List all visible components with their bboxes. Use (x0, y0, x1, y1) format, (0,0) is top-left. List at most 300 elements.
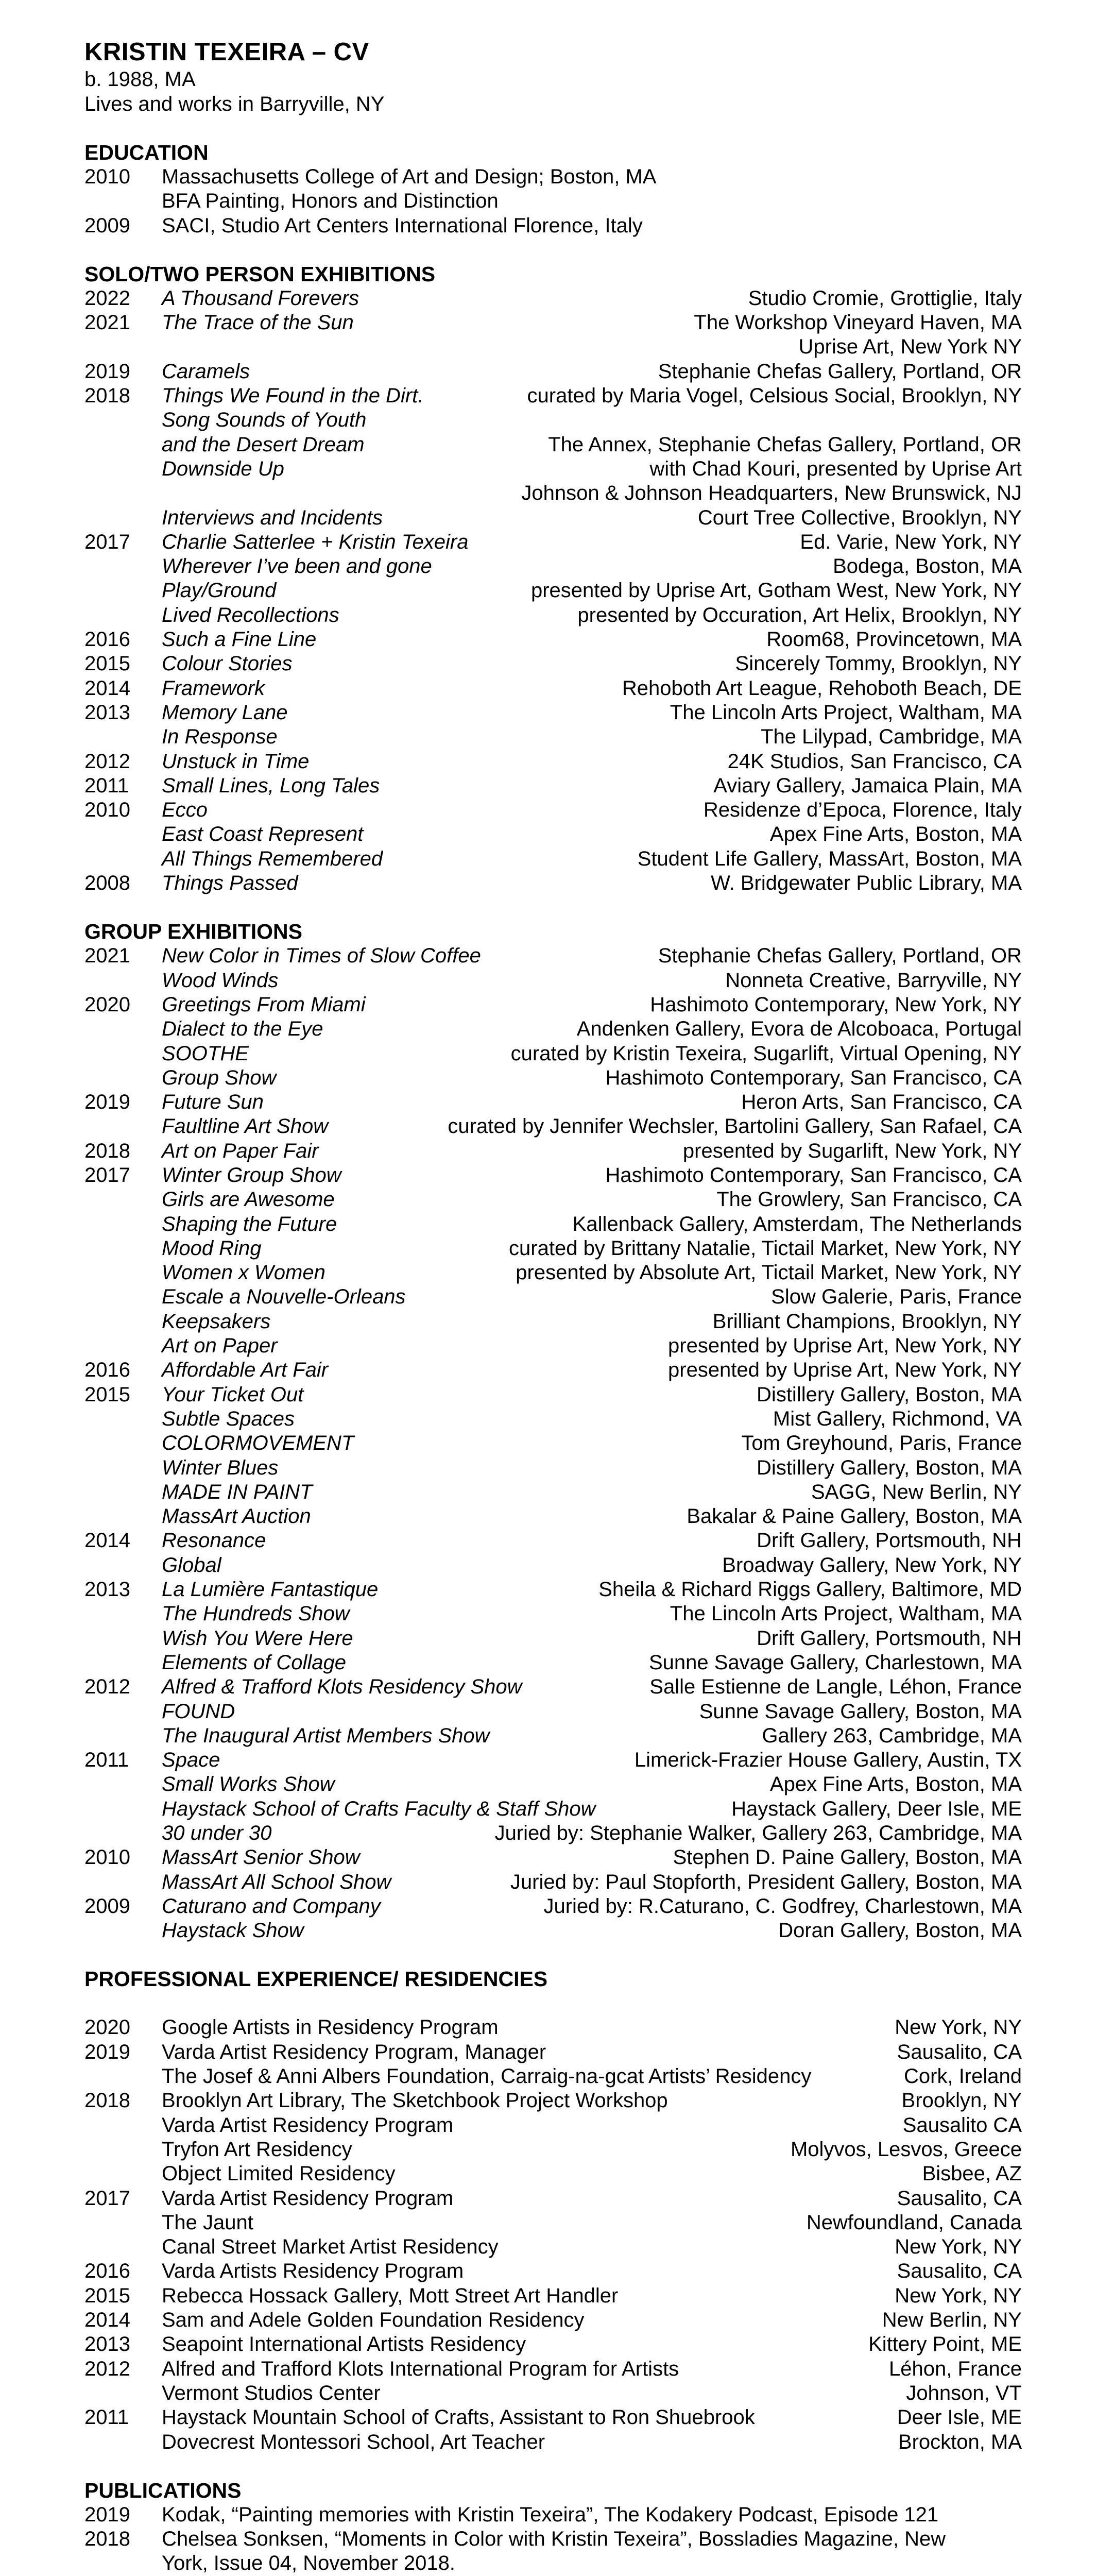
exhibition-venue: Gallery 263, Cambridge, MA (762, 1724, 1022, 1747)
exhibition-year: 2012 (84, 750, 130, 773)
exhibition-title: Ecco (162, 799, 208, 822)
residency-title: Seapoint International Artists Residency (162, 2333, 526, 2356)
exhibition-year: 2016 (84, 628, 130, 651)
group-exhibition-row (84, 1310, 1022, 1334)
exhibition-year (84, 579, 162, 603)
exhibition-venue: Salle Estienne de Langle, Léhon, France (649, 1675, 1022, 1699)
exhibition-venue: Bakalar & Paine Gallery, Boston, MA (687, 1505, 1022, 1528)
exhibition-venue: Ed. Varie, New York, NY (800, 530, 1022, 553)
exhibition-venue: Stephanie Chefas Gallery, Portland, OR (658, 360, 1022, 383)
group-exhibition-row (84, 1236, 1022, 1261)
exhibition-year (84, 1821, 162, 1845)
exhibition-title: 30 under 30 (162, 1822, 272, 1844)
residency-row (84, 2162, 1022, 2186)
group-exhibition-row (84, 1626, 1022, 1651)
exhibition-venue: presented by Uprise Art, Gotham West, New York, NY (530, 579, 1022, 602)
residency-year: 2019 (84, 2040, 130, 2063)
exhibition-venue: W. Bridgewater Public Library, MA (711, 872, 1022, 895)
exhibition-title: The Trace of the Sun (162, 311, 354, 334)
group-exhibition-row (84, 1017, 1022, 1041)
exhibition-title: Haystack Show (162, 1919, 304, 1942)
solo-exhibition-row (84, 750, 1022, 774)
exhibition-year: 2010 (84, 1846, 130, 1869)
exhibition-title: The Hundreds Show (162, 1602, 350, 1625)
residency-year: 2015 (84, 2284, 130, 2307)
residency-row (84, 2211, 1022, 2235)
exhibition-title: Haystack School of Crafts Faculty & Staff Show (162, 1797, 596, 1820)
solo-exhibition-row (84, 871, 1022, 895)
education-list (84, 165, 1022, 238)
exhibition-venue: curated by Maria Vogel, Celsious Social, Brooklyn, NY (527, 384, 1022, 408)
publications-heading: PUBLICATIONS (84, 2478, 242, 2502)
group-exhibition-row (84, 1553, 1022, 1578)
exhibition-year: 2014 (84, 1529, 130, 1552)
exhibition-title: Unstuck in Time (162, 750, 310, 773)
residency-title: Haystack Mountain School of Crafts, Assistant to Ron Shuebrook (162, 2406, 755, 2429)
group-exhibition-row (84, 944, 1022, 968)
solo-exhibition-row (84, 360, 1022, 384)
residency-row (84, 2405, 1022, 2430)
exhibition-title: Wherever I’ve been and gone (162, 555, 432, 578)
exhibition-venue: The Lincoln Arts Project, Waltham, MA (670, 1602, 1022, 1625)
education-text: SACI, Studio Art Centers International Florence, Italy (162, 214, 643, 237)
residency-title: Rebecca Hossack Gallery, Mott Street Art Handler (162, 2284, 619, 2307)
solo-exhibition-row (84, 408, 1022, 432)
exhibition-venue: curated by Jennifer Wechsler, Bartolini Gallery, San Rafael, CA (448, 1115, 1022, 1138)
solo-exhibition-row (84, 774, 1022, 798)
group-exhibition-row (84, 1529, 1022, 1553)
exhibition-title: In Response (162, 725, 278, 749)
exhibition-venue: Residenze d’Epoca, Florence, Italy (703, 799, 1022, 822)
residency-place: Sausalito, CA (897, 2187, 1022, 2210)
exhibition-title: Future Sun (162, 1091, 264, 1114)
publication-item (84, 2527, 1022, 2576)
exhibition-year (84, 1456, 162, 1480)
exhibition-venue: Juried by: Paul Stopforth, President Gallery, Boston, MA (510, 1870, 1022, 1893)
exhibition-year (84, 1553, 162, 1578)
education-row (84, 189, 1022, 213)
solo-exhibition-row (84, 652, 1022, 676)
group-exhibition-row (84, 1797, 1022, 1821)
exhibition-venue: Nonneta Creative, Barryville, NY (725, 969, 1022, 992)
exhibition-title: Things Passed (162, 872, 298, 895)
exhibition-title: MassArt All School Show (162, 1870, 391, 1893)
solo-exhibition-row (84, 822, 1022, 846)
group-exhibition-row (84, 1042, 1022, 1066)
exhibition-title: Wood Winds (162, 969, 279, 992)
exhibition-venue: Slow Galerie, Paris, France (771, 1285, 1022, 1309)
publication-text (162, 2503, 1022, 2527)
exhibition-title: Space (162, 1749, 220, 1772)
residency-year: 2020 (84, 2016, 130, 2039)
exhibition-year: 2019 (84, 1091, 130, 1114)
exhibition-title: Charlie Satterlee + Kristin Texeira (162, 530, 469, 553)
exhibition-title: Interviews and Incidents (162, 506, 383, 529)
exhibition-year (84, 1602, 162, 1626)
exhibition-venue: presented by Absolute Art, Tictail Market, New York, NY (516, 1261, 1022, 1284)
residency-title: Varda Artist Residency Program (162, 2113, 454, 2137)
exhibition-title: MassArt Senior Show (162, 1846, 360, 1869)
residency-place: New York, NY (895, 2284, 1022, 2307)
exhibition-venue: curated by Kristin Texeira, Sugarlift, Virtual Opening, NY (510, 1042, 1022, 1065)
residency-year: 2018 (84, 2089, 130, 2112)
exhibition-venue: Aviary Gallery, Jamaica Plain, MA (713, 774, 1022, 797)
solo-exhibition-row (84, 433, 1022, 457)
solo-exhibition-row (84, 725, 1022, 749)
professional-heading: PROFESSIONAL EXPERIENCE/ RESIDENCIES (84, 1967, 548, 1991)
exhibition-year (84, 725, 162, 749)
exhibition-year (84, 1114, 162, 1139)
exhibition-title: MADE IN PAINT (162, 1480, 313, 1503)
exhibition-title: All Things Remembered (162, 847, 383, 870)
group-exhibition-row (84, 1383, 1022, 1407)
residency-place: Léhon, France (889, 2357, 1022, 2380)
group-exhibition-row (84, 1334, 1022, 1358)
residency-title: Alfred and Trafford Klots International Program for Artists (162, 2357, 679, 2380)
residency-row (84, 2235, 1022, 2259)
exhibition-year: 2021 (84, 311, 130, 334)
exhibition-title: Such a Fine Line (162, 628, 317, 651)
residency-place: Brockton, MA (898, 2430, 1022, 2453)
exhibition-venue: presented by Sugarlift, New York, NY (682, 1139, 1022, 1162)
group-exhibition-row (84, 969, 1022, 993)
exhibition-year: 2010 (84, 799, 130, 822)
exhibition-title: MassArt Auction (162, 1505, 311, 1528)
solo-exhibition-row (84, 457, 1022, 481)
residency-year: 2016 (84, 2260, 130, 2283)
exhibition-title: Small Works Show (162, 1773, 335, 1796)
exhibition-title: Resonance (162, 1529, 266, 1552)
education-year: 2009 (84, 214, 130, 237)
residency-year: 2014 (84, 2309, 130, 2332)
exhibition-year (84, 554, 162, 579)
residency-row (84, 2430, 1022, 2454)
exhibition-year (84, 1188, 162, 1212)
exhibition-year (84, 1310, 162, 1334)
residency-title: Canal Street Market Artist Residency (162, 2235, 499, 2259)
exhibition-venue: Brilliant Champions, Brooklyn, NY (712, 1310, 1022, 1333)
residency-title: The Josef & Anni Albers Foundation, Carraig-na-gcat Artists’ Residency (162, 2065, 812, 2088)
publication-year: 2018 (84, 2528, 130, 2551)
professional-list (84, 2015, 1022, 2454)
exhibition-year (84, 969, 162, 993)
residency-row (84, 2187, 1022, 2211)
birth-info: b. 1988, MA (84, 68, 196, 91)
exhibition-venue: 24K Studios, San Francisco, CA (727, 750, 1022, 773)
residency-place: New York, NY (895, 2235, 1022, 2259)
residency-row (84, 2089, 1022, 2113)
group-exhibition-row (84, 1724, 1022, 1748)
residency-place: Sausalito, CA (897, 2260, 1022, 2283)
exhibition-venue: Stephanie Chefas Gallery, Portland, OR (658, 944, 1022, 968)
residency-title: Object Limited Residency (162, 2162, 396, 2185)
exhibition-title: Caramels (162, 360, 250, 383)
group-exhibition-row (84, 1163, 1022, 1188)
residency-year (84, 2211, 162, 2235)
residency-title: Sam and Adele Golden Foundation Residency (162, 2309, 585, 2332)
cv-page (84, 37, 1022, 2576)
residency-title: Brooklyn Art Library, The Sketchbook Project Workshop (162, 2089, 668, 2112)
exhibition-year: 2016 (84, 1359, 130, 1382)
exhibition-title: Mood Ring (162, 1236, 262, 1260)
residency-place: New Berlin, NY (882, 2309, 1022, 2332)
publication-year: 2019 (84, 2503, 130, 2526)
exhibition-year: 2009 (84, 1894, 130, 1918)
residency-year (84, 2430, 162, 2454)
exhibition-venue: Apex Fine Arts, Boston, MA (769, 1773, 1022, 1796)
exhibition-title: The Inaugural Artist Members Show (162, 1724, 490, 1747)
exhibition-year: 2013 (84, 701, 130, 724)
group-exhibition-row (84, 1821, 1022, 1845)
residency-row (84, 2357, 1022, 2381)
group-exhibition-row (84, 1919, 1022, 1943)
solo-exhibition-row (84, 506, 1022, 530)
group-exhibition-row (84, 1285, 1022, 1309)
exhibition-year (84, 1504, 162, 1529)
group-exhibition-row (84, 1894, 1022, 1919)
exhibition-title: SOOTHE (162, 1042, 249, 1065)
exhibition-year (84, 1651, 162, 1675)
exhibition-venue: The Workshop Vineyard Haven, MA (694, 311, 1022, 334)
exhibition-venue: Johnson & Johnson Headquarters, New Brunswick, NJ (521, 482, 1022, 505)
exhibition-year (84, 1212, 162, 1236)
exhibition-year (84, 1626, 162, 1651)
exhibition-venue: presented by Occuration, Art Helix, Brooklyn, NY (577, 603, 1022, 626)
exhibition-year (84, 481, 162, 505)
exhibition-year (84, 1797, 162, 1821)
exhibition-venue: Student Life Gallery, MassArt, Boston, MA (637, 847, 1022, 870)
exhibition-title: Winter Blues (162, 1456, 279, 1479)
exhibition-venue: Kallenback Gallery, Amsterdam, The Netherlands (572, 1212, 1022, 1235)
exhibition-title: Escale a Nouvelle-Orleans (162, 1285, 406, 1309)
exhibition-year (84, 1431, 162, 1455)
residency-place: Johnson, VT (906, 2381, 1022, 2404)
group-exhibition-row (84, 1114, 1022, 1139)
solo-exhibition-row (84, 481, 1022, 505)
publication-line: Kodak, “Painting memories with Kristin Texeira”, The Kodakery Podcast, Episode 121 (162, 2503, 939, 2526)
residency-title: Dovecrest Montessori School, Art Teacher (162, 2430, 545, 2453)
exhibition-title: Memory Lane (162, 701, 288, 724)
exhibition-title: Framework (162, 676, 265, 700)
residency-title: Varda Artist Residency Program, Manager (162, 2040, 546, 2063)
exhibition-year (84, 457, 162, 481)
exhibition-venue: Hashimoto Contemporary, San Francisco, CA (605, 1163, 1022, 1187)
exhibition-year (84, 1017, 162, 1041)
exhibition-year (84, 1261, 162, 1285)
exhibition-year (84, 1066, 162, 1090)
education-row (84, 214, 1022, 238)
exhibition-venue: Distillery Gallery, Boston, MA (757, 1383, 1022, 1406)
residency-row (84, 2381, 1022, 2405)
residency-title: Vermont Studios Center (162, 2381, 381, 2404)
exhibition-venue: Distillery Gallery, Boston, MA (757, 1456, 1022, 1479)
exhibition-year (84, 1334, 162, 1358)
solo-heading: SOLO/TWO PERSON EXHIBITIONS (84, 262, 436, 286)
exhibition-title: Shaping the Future (162, 1212, 337, 1235)
residency-row (84, 2332, 1022, 2357)
group-exhibition-row (84, 1139, 1022, 1163)
publication-item (84, 2503, 1022, 2527)
exhibition-venue: Juried by: R.Caturano, C. Godfrey, Charlestown, MA (543, 1894, 1022, 1918)
exhibition-title: Wish You Were Here (162, 1626, 353, 1650)
solo-exhibition-row (84, 847, 1022, 871)
solo-exhibition-row (84, 603, 1022, 628)
exhibition-year: 2021 (84, 944, 130, 968)
residency-title: Tryfon Art Residency (162, 2138, 352, 2161)
residency-place: New York, NY (895, 2016, 1022, 2039)
exhibition-title: New Color in Times of Slow Coffee (162, 944, 481, 968)
exhibition-venue: Sunne Savage Gallery, Boston, MA (699, 1700, 1022, 1723)
group-heading: GROUP EXHIBITIONS (84, 920, 302, 944)
exhibition-title: Alfred & Trafford Klots Residency Show (162, 1675, 522, 1699)
residency-year: 2011 (84, 2406, 129, 2429)
exhibition-year: 2017 (84, 530, 130, 553)
group-exhibition-row (84, 1504, 1022, 1529)
residency-year: 2012 (84, 2357, 130, 2380)
residency-year (84, 2381, 162, 2405)
residency-row (84, 2064, 1022, 2089)
group-exhibition-row (84, 1456, 1022, 1480)
exhibition-venue: Room68, Provincetown, MA (766, 628, 1022, 651)
education-text: Massachusetts College of Art and Design; Boston, MA (162, 165, 657, 188)
exhibition-title: Global (162, 1553, 221, 1577)
exhibition-title: Dialect to the Eye (162, 1018, 323, 1041)
exhibition-year: 2013 (84, 1578, 130, 1601)
exhibition-title: Small Lines, Long Tales (162, 774, 380, 797)
exhibition-title: Colour Stories (162, 652, 293, 675)
exhibition-title: Affordable Art Fair (162, 1359, 329, 1382)
exhibition-title: and the Desert Dream (162, 433, 365, 456)
exhibition-title: East Coast Represent (162, 823, 364, 846)
exhibition-title: Women x Women (162, 1261, 325, 1284)
exhibition-venue: with Chad Kouri, presented by Uprise Art (649, 457, 1022, 480)
publication-line: York, Issue 04, November 2018. (162, 2552, 455, 2575)
exhibition-venue: Doran Gallery, Boston, MA (778, 1919, 1022, 1942)
exhibition-title: Your Ticket Out (162, 1383, 304, 1406)
exhibition-title: Subtle Spaces (162, 1407, 295, 1430)
group-exhibition-row (84, 1431, 1022, 1455)
exhibition-venue: Juried by: Stephanie Walker, Gallery 263, Cambridge, MA (494, 1822, 1022, 1844)
residency-row (84, 2015, 1022, 2040)
residency-title: Varda Artist Residency Program (162, 2187, 454, 2210)
exhibition-year (84, 603, 162, 628)
exhibition-venue: Haystack Gallery, Deer Isle, ME (731, 1797, 1022, 1820)
solo-exhibition-row (84, 335, 1022, 359)
exhibition-title: Art on Paper (162, 1334, 278, 1358)
education-year: 2010 (84, 165, 130, 188)
exhibition-venue: The Lilypad, Cambridge, MA (761, 725, 1022, 749)
exhibition-year (84, 822, 162, 846)
exhibition-venue: Broadway Gallery, New York, NY (722, 1553, 1022, 1577)
exhibition-venue: Tom Greyhound, Paris, France (741, 1432, 1022, 1455)
residence-info: Lives and works in Barryville, NY (84, 93, 385, 115)
exhibition-year: 2020 (84, 993, 130, 1016)
exhibition-title: Lived Recollections (162, 603, 339, 626)
residency-place: Molyvos, Lesvos, Greece (790, 2138, 1022, 2161)
residency-place: Deer Isle, ME (897, 2406, 1022, 2429)
exhibition-year: 2017 (84, 1163, 130, 1187)
exhibition-venue: Apex Fine Arts, Boston, MA (769, 823, 1022, 846)
exhibition-venue: Hashimoto Contemporary, San Francisco, CA (605, 1066, 1022, 1089)
exhibition-title: A Thousand Forevers (162, 286, 359, 310)
group-exhibition-row (84, 1188, 1022, 1212)
group-exhibition-row (84, 1212, 1022, 1236)
exhibition-title: Caturano and Company (162, 1894, 381, 1918)
exhibition-year: 2015 (84, 1383, 130, 1406)
residency-title: Google Artists in Residency Program (162, 2016, 499, 2039)
group-exhibition-row (84, 1748, 1022, 1772)
residency-year (84, 2064, 162, 2089)
residency-row (84, 2259, 1022, 2283)
group-exhibition-row (84, 1358, 1022, 1382)
education-text: BFA Painting, Honors and Distinction (162, 190, 499, 213)
exhibition-year: 2008 (84, 872, 130, 895)
residency-year (84, 2235, 162, 2259)
residency-row (84, 2040, 1022, 2064)
publication-line: Chelsea Sonksen, “Moments in Color with Kristin Texeira”, Bossladies Magazine, New (162, 2528, 946, 2551)
exhibition-year (84, 1236, 162, 1261)
exhibition-venue: Andenken Gallery, Evora de Alcoboaca, Portugal (576, 1018, 1022, 1041)
solo-exhibition-row (84, 530, 1022, 554)
exhibition-venue: Studio Cromie, Grottiglie, Italy (748, 286, 1022, 310)
exhibition-venue: Mist Gallery, Richmond, VA (773, 1407, 1022, 1430)
residency-title: The Jaunt (162, 2211, 253, 2234)
exhibition-year: 2018 (84, 1139, 130, 1162)
group-exhibition-row (84, 1090, 1022, 1114)
exhibition-title: Keepsakers (162, 1310, 271, 1333)
exhibition-year: 2011 (84, 774, 129, 797)
exhibition-title: Elements of Collage (162, 1651, 346, 1674)
exhibition-venue: presented by Uprise Art, New York, NY (668, 1334, 1022, 1358)
exhibition-year (84, 335, 162, 359)
exhibition-title: Things We Found in the Dirt. (162, 384, 424, 408)
residency-place: Brooklyn, NY (901, 2089, 1022, 2112)
education-row (84, 165, 1022, 189)
exhibition-year (84, 433, 162, 457)
group-exhibition-row (84, 1480, 1022, 1504)
exhibition-venue: Uprise Art, New York NY (798, 335, 1022, 359)
group-exhibition-row (84, 1700, 1022, 1724)
exhibition-year (84, 1870, 162, 1894)
solo-exhibition-row (84, 798, 1022, 822)
residency-row (84, 2284, 1022, 2308)
residency-place: Sausalito, CA (897, 2040, 1022, 2063)
exhibition-year (84, 1285, 162, 1309)
exhibition-year (84, 847, 162, 871)
group-exhibition-row (84, 1845, 1022, 1870)
solo-exhibition-row (84, 628, 1022, 652)
exhibition-year (84, 1919, 162, 1943)
exhibition-year: 2018 (84, 384, 130, 408)
exhibition-year: 2015 (84, 652, 130, 675)
exhibition-title: La Lumière Fantastique (162, 1578, 379, 1601)
group-exhibition-row (84, 1578, 1022, 1602)
exhibition-venue: Sheila & Richard Riggs Gallery, Baltimore, MD (598, 1578, 1022, 1601)
residency-place: Newfoundland, Canada (806, 2211, 1022, 2234)
solo-exhibition-row (84, 701, 1022, 725)
exhibition-year: 2022 (84, 286, 130, 310)
solo-exhibitions-list (84, 286, 1022, 895)
exhibition-venue: Drift Gallery, Portsmouth, NH (757, 1626, 1022, 1650)
solo-exhibition-row (84, 286, 1022, 311)
residency-title: Varda Artists Residency Program (162, 2260, 464, 2283)
group-exhibition-row (84, 1602, 1022, 1626)
exhibition-venue: Court Tree Collective, Brooklyn, NY (697, 506, 1022, 529)
exhibition-year (84, 1042, 162, 1066)
solo-exhibition-row (84, 554, 1022, 579)
residency-row (84, 2138, 1022, 2162)
exhibition-venue: The Growlery, San Francisco, CA (716, 1188, 1022, 1211)
